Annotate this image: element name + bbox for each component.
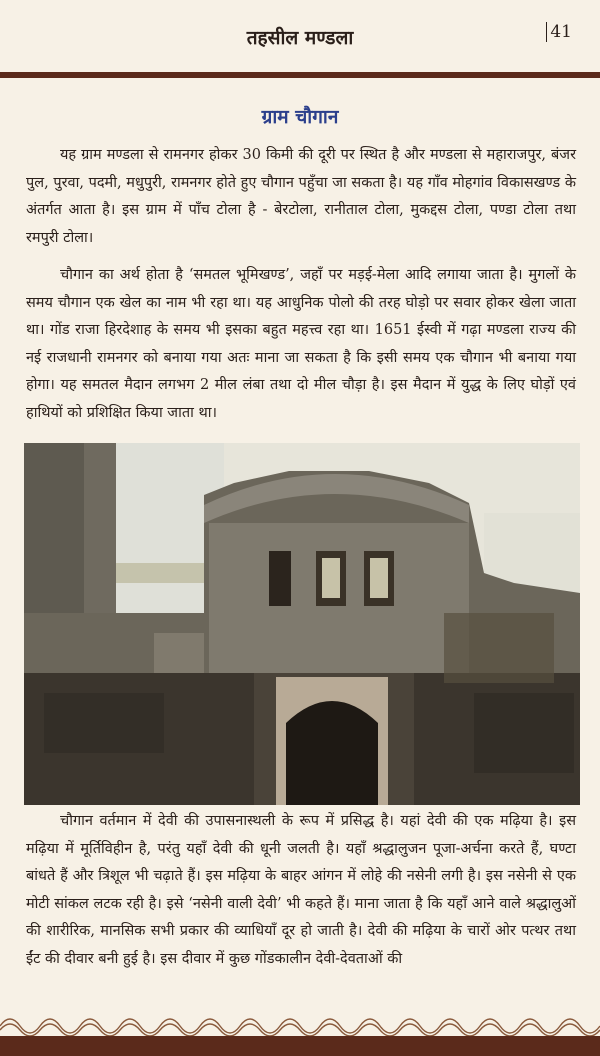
header-rule: [0, 72, 600, 78]
page-number: 41: [546, 22, 572, 42]
paragraph-2: चौगान का अर्थ होता है ‘समतल भूमिखण्ड’, जहाँ पर मड़ई-मेला आदि लगाया जाता है। मुगलों के समय चौगान एक खेल का नाम भी रहा था। यह आधुनिक पोलो की तरह घोड़ो पर सवार होकर खेला जाता था। गोंड राजा हिरदेशाह के समय भी इसका बहुत महत्त्व रहा था। 1651 ईस्वी में गढ़ा मण्डला राज्य की नई राजधानी रामनगर को बनाया गया अतः माना जा सकता है कि इसी समय एक चौगान भी बनाया गया होगा। यह समतल मैदान लगभग 2 मील लंबा तथा दो मील चौड़ा है। इस मैदान में युद्ध के लिए घोड़ों एवं हाथियों को प्रशिक्षित किया जाता था।: [26, 267, 576, 421]
paragraph-1: यह ग्राम मण्डला से रामनगर होकर 30 किमी की दूरी पर स्थित है और मण्डला से महाराजपुर, बंजर पुल, पुरवा, पदमी, मधुपुरी, रामनगर होते हुए चौगान पहुँचा जा सकता है। यह गाँव मोहगांव विकासखण्ड के अंतर्गत आता है। इस ग्राम में पाँच टोला है - बेरटोला, रानीताल टोला, मुकद्दस टोला, पण्डा टोला तथा रमपुरी टोला।: [26, 147, 576, 246]
running-title: तहसील मण्डला: [246, 27, 354, 49]
section-title: ग्राम चौगान: [261, 106, 339, 128]
page-header: [0, 0, 600, 74]
paragraph-3: चौगान वर्तमान में देवी की उपासनास्थली के रूप में प्रसिद्ध है। यहां देवी की एक मढ़िया है। इस मढ़िया में मूर्तिविहीन है, परंतु यहाँ देवी की धूनी जलती है। यहाँ श्रद्धालुजन पूजा-अर्चना करते हैं, घण्टा बांधते हैं और त्रिशूल भी चढ़ाते हैं। इस मढ़िया के बाहर आंगन में लोहे की नसेनी लगी है। इस नसेनी से एक मोटी सांकल लटक रही है। इसे ‘नसेनी वाली देवी’ भी कहते हैं। माना जाता है कि यहाँ आने वाले श्रद्धालुओं की शारीरिक, मानसिक सभी प्रकार की व्याधियाँ दूर हो जाती है। देवी की मढ़िया के चारों ओर पत्थर तथा ईंट की दीवार बनी हुई है। इस दीवार में कुछ गोंडकालीन देवी-देवताओं की: [26, 813, 576, 967]
photo-ruined-gateway: [24, 443, 580, 805]
footer-ornament-band: [0, 1010, 600, 1056]
